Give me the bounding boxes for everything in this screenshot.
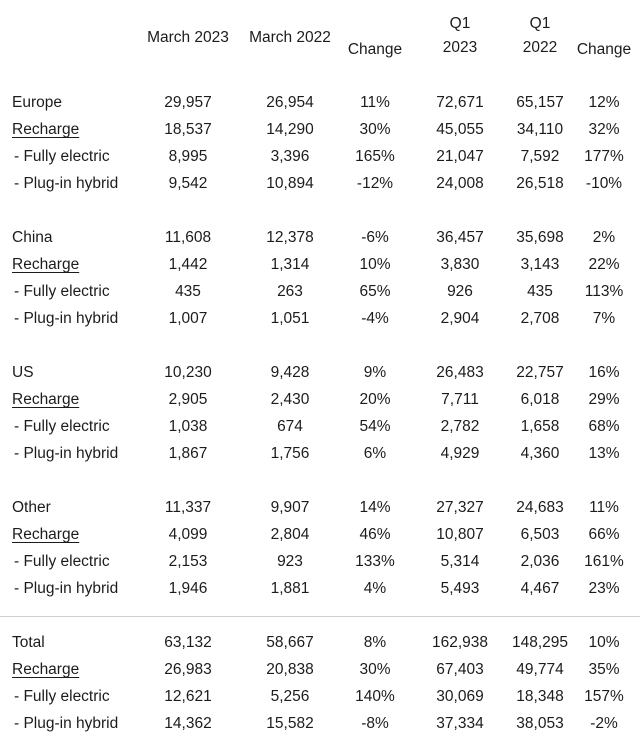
- table-cell: 926: [447, 283, 473, 300]
- powertrain-label: - Fully electric: [14, 688, 110, 705]
- table-header: [0, 0, 640, 80]
- table-cell: 35%: [588, 661, 620, 678]
- table-cell: 1,881: [270, 580, 310, 597]
- table-cell: 63,132: [164, 634, 212, 651]
- table-cell: 68%: [588, 418, 620, 435]
- table-cell: 435: [527, 283, 553, 300]
- table-cell: 2,904: [440, 310, 480, 327]
- table-cell: 38,053: [516, 715, 564, 732]
- table-cell: 6,503: [520, 526, 560, 543]
- table-row: [0, 117, 640, 143]
- table-cell: 162,938: [431, 634, 489, 651]
- table-cell: 3,830: [440, 256, 480, 273]
- table-row: [0, 144, 640, 170]
- table-cell: 72,671: [436, 94, 484, 111]
- table-cell: 10,230: [164, 364, 212, 381]
- table-row: [0, 549, 640, 575]
- table-cell: 18,537: [164, 121, 212, 138]
- table-cell: 22%: [588, 256, 620, 273]
- table-cell: 923: [277, 553, 303, 570]
- table-cell: 32%: [588, 121, 620, 138]
- table-cell: 2,782: [440, 418, 480, 435]
- table-cell: 4%: [363, 580, 387, 597]
- powertrain-label: - Plug-in hybrid: [14, 310, 119, 327]
- table-cell: 14,362: [164, 715, 212, 732]
- table-row: [0, 576, 640, 602]
- table-cell: 165%: [355, 148, 395, 165]
- table-cell: 46%: [359, 526, 391, 543]
- table-row: [0, 252, 640, 278]
- header-change-quarter: [568, 38, 640, 62]
- table-cell: 11,608: [164, 229, 212, 246]
- header-label-line1: Q1: [529, 15, 551, 32]
- table-cell: 67,403: [436, 661, 484, 678]
- header-march-2022: [238, 26, 342, 50]
- table-cell: 16%: [588, 364, 620, 381]
- table-row: [0, 306, 640, 332]
- table-cell: 1,314: [270, 256, 310, 273]
- powertrain-label: - Plug-in hybrid: [14, 580, 119, 597]
- table-cell: 30%: [359, 661, 391, 678]
- table-row: [0, 495, 640, 521]
- table-cell: 26,954: [266, 94, 314, 111]
- table-cell: 26,983: [164, 661, 212, 678]
- table-cell: 3,396: [270, 148, 310, 165]
- table-cell: 3,143: [520, 256, 560, 273]
- table-cell: 5,314: [440, 553, 480, 570]
- table-cell: 674: [277, 418, 303, 435]
- table-cell: 10%: [588, 634, 620, 651]
- table-cell: 11%: [589, 499, 619, 516]
- table-cell: 148,295: [511, 634, 569, 651]
- table-row: [0, 171, 640, 197]
- header-q1-2023: [420, 12, 500, 60]
- header-label: March 2023: [147, 29, 229, 46]
- table-cell: 23%: [588, 580, 620, 597]
- powertrain-label: - Plug-in hybrid: [14, 175, 119, 192]
- table-cell: -2%: [590, 715, 618, 732]
- table-cell: 4,929: [440, 445, 480, 462]
- table-cell: 10,894: [266, 175, 314, 192]
- table-cell: 1,946: [168, 580, 208, 597]
- table-cell: 4,099: [168, 526, 208, 543]
- table-cell: -8%: [361, 715, 389, 732]
- header-march-2023: [136, 26, 240, 50]
- table-cell: 34,110: [516, 121, 564, 138]
- table-cell: 58,667: [266, 634, 314, 651]
- header-label: March 2022: [249, 29, 331, 46]
- header-label-line1: Q1: [449, 15, 471, 32]
- table-cell: 10,807: [436, 526, 484, 543]
- table-cell: 24,008: [436, 175, 484, 192]
- table-cell: 2,708: [520, 310, 560, 327]
- header-change-month: [340, 38, 410, 62]
- table-cell: -4%: [361, 310, 389, 327]
- table-cell: 2,153: [168, 553, 208, 570]
- table-cell: 12,621: [164, 688, 212, 705]
- table-cell: 14,290: [266, 121, 314, 138]
- table-cell: 22,757: [516, 364, 564, 381]
- table-cell: -12%: [356, 175, 394, 192]
- table-cell: 65%: [359, 283, 391, 300]
- region-label: China: [12, 229, 53, 246]
- region-label: Europe: [12, 94, 62, 111]
- table-cell: 157%: [584, 688, 624, 705]
- powertrain-label: - Plug-in hybrid: [14, 445, 119, 462]
- table-cell: 6,018: [520, 391, 560, 408]
- table-cell: 9,542: [168, 175, 208, 192]
- table-cell: 4,360: [520, 445, 560, 462]
- table-cell: 18,348: [516, 688, 564, 705]
- total-separator: [0, 616, 640, 617]
- table-row: [0, 360, 640, 386]
- table-cell: 30%: [359, 121, 391, 138]
- table-cell: 1,038: [168, 418, 208, 435]
- region-label: Other: [12, 499, 51, 516]
- table-cell: 7,592: [520, 148, 560, 165]
- table-cell: 30,069: [436, 688, 484, 705]
- table-cell: 140%: [355, 688, 395, 705]
- recharge-label: Recharge: [12, 661, 80, 678]
- table-cell: 435: [175, 283, 201, 300]
- table-cell: 4,467: [520, 580, 560, 597]
- table-cell: -6%: [361, 229, 389, 246]
- table-cell: 36,457: [436, 229, 484, 246]
- table-cell: 2,036: [520, 553, 560, 570]
- table-cell: 20,838: [266, 661, 314, 678]
- table-cell: 1,658: [520, 418, 560, 435]
- table-cell: 24,683: [516, 499, 564, 516]
- table-cell: 7,711: [441, 391, 479, 408]
- table-row: [0, 387, 640, 413]
- table-cell: 8%: [363, 634, 387, 651]
- powertrain-label: - Fully electric: [14, 553, 110, 570]
- powertrain-label: - Fully electric: [14, 418, 110, 435]
- region-label: US: [12, 364, 34, 381]
- region-label: Total: [12, 634, 45, 651]
- table-cell: 15,582: [266, 715, 314, 732]
- header-label: Change: [347, 41, 403, 58]
- table-cell: 9,907: [270, 499, 310, 516]
- table-cell: 1,442: [168, 256, 208, 273]
- table-cell: 7%: [592, 310, 616, 327]
- table-cell: 11,337: [164, 499, 212, 516]
- table-cell: -10%: [585, 175, 623, 192]
- table-cell: 9%: [363, 364, 387, 381]
- table-cell: 29%: [588, 391, 620, 408]
- table-cell: 5,493: [440, 580, 480, 597]
- powertrain-label: - Plug-in hybrid: [14, 715, 119, 732]
- table-row: [0, 657, 640, 683]
- table-cell: 1,756: [270, 445, 310, 462]
- table-cell: 49,774: [516, 661, 564, 678]
- table-cell: 2,905: [168, 391, 208, 408]
- table-cell: 113%: [584, 283, 624, 300]
- recharge-label: Recharge: [12, 256, 80, 273]
- table-cell: 65,157: [516, 94, 564, 111]
- table-cell: 161%: [584, 553, 624, 570]
- table-cell: 6%: [363, 445, 387, 462]
- table-cell: 12%: [588, 94, 620, 111]
- table-cell: 2,430: [270, 391, 310, 408]
- table-cell: 10%: [359, 256, 391, 273]
- table-cell: 26,518: [516, 175, 564, 192]
- header-label: Change: [576, 41, 632, 58]
- table-row: [0, 711, 640, 737]
- table-cell: 2%: [592, 229, 616, 246]
- recharge-label: Recharge: [12, 391, 80, 408]
- table-cell: 11%: [360, 94, 390, 111]
- table-cell: 21,047: [436, 148, 484, 165]
- table-cell: 133%: [355, 553, 395, 570]
- powertrain-label: - Fully electric: [14, 283, 110, 300]
- powertrain-label: - Fully electric: [14, 148, 110, 165]
- table-cell: 14%: [359, 499, 391, 516]
- table-cell: 35,698: [516, 229, 564, 246]
- table-cell: 2,804: [270, 526, 310, 543]
- table-cell: 177%: [584, 148, 624, 165]
- table-cell: 1,867: [168, 445, 208, 462]
- table-row: [0, 225, 640, 251]
- table-cell: 5,256: [270, 688, 310, 705]
- recharge-label: Recharge: [12, 121, 80, 138]
- table-row: [0, 684, 640, 710]
- table-row: [0, 414, 640, 440]
- table-cell: 37,334: [436, 715, 484, 732]
- table-cell: 8,995: [168, 148, 208, 165]
- table-cell: 1,051: [270, 310, 310, 327]
- table-cell: 26,483: [436, 364, 484, 381]
- table-cell: 20%: [359, 391, 391, 408]
- table-cell: 27,327: [436, 499, 484, 516]
- table-cell: 54%: [359, 418, 391, 435]
- table-cell: 29,957: [164, 94, 212, 111]
- table-row: [0, 279, 640, 305]
- table-cell: 1,007: [168, 310, 208, 327]
- table-cell: 66%: [588, 526, 620, 543]
- recharge-label: Recharge: [12, 526, 80, 543]
- header-label-line2: 2022: [522, 39, 558, 56]
- table-row: [0, 630, 640, 656]
- table-cell: 13%: [588, 445, 620, 462]
- table-cell: 9,428: [270, 364, 310, 381]
- table-row: [0, 90, 640, 116]
- header-label-line2: 2023: [442, 39, 478, 56]
- table-cell: 45,055: [436, 121, 484, 138]
- table-cell: 12,378: [266, 229, 314, 246]
- table-cell: 263: [277, 283, 303, 300]
- table-row: [0, 522, 640, 548]
- table-row: [0, 441, 640, 467]
